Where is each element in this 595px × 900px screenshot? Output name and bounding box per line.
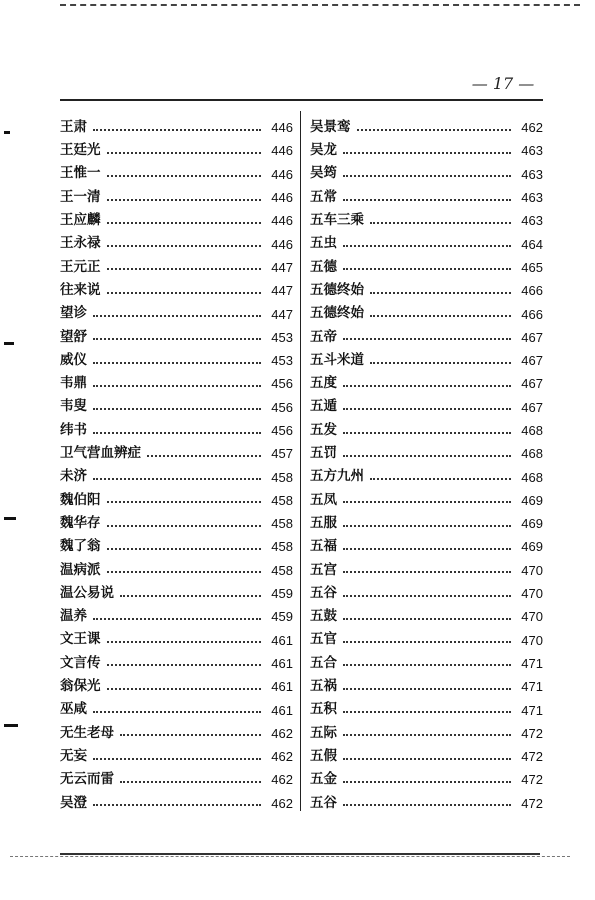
dot-leader [93, 129, 261, 131]
index-page-number: 453 [271, 353, 293, 369]
index-page-number: 471 [521, 679, 543, 695]
index-entry [60, 698, 293, 721]
index-page-number: 456 [271, 399, 293, 415]
bottom-edge-rule [10, 856, 570, 857]
index-term: 五积 [310, 701, 337, 718]
index-term: 五帝 [310, 328, 337, 345]
index-entry [310, 209, 543, 232]
index-page-number: 463 [521, 166, 543, 182]
index-page-number: 461 [271, 702, 293, 718]
dot-leader [343, 548, 511, 550]
index-term: 五德终始 [310, 305, 364, 322]
page-number: — 17 — [471, 74, 535, 93]
index-entry [310, 372, 543, 395]
dot-leader [107, 688, 262, 690]
header-rule [60, 99, 543, 101]
index-page-number: 459 [271, 586, 293, 602]
index-entry [60, 232, 293, 255]
dot-leader [93, 315, 261, 317]
index-entry [310, 302, 543, 325]
index-entry [60, 582, 293, 605]
index-term: 五德 [310, 258, 337, 275]
index-term: 温公易说 [60, 584, 114, 601]
index-entry [60, 279, 293, 302]
index-term: 五常 [310, 188, 337, 205]
index-page-number: 469 [521, 516, 543, 532]
index-page-number: 471 [521, 655, 543, 671]
index-entry [60, 559, 293, 582]
dot-leader [107, 641, 262, 643]
index-term: 五凤 [310, 491, 337, 508]
index-term: 五谷 [310, 584, 337, 601]
index-entry [60, 722, 293, 745]
index-term: 五福 [310, 538, 337, 555]
index-term: 温养 [60, 608, 87, 625]
index-entry [60, 396, 293, 419]
dot-leader [107, 222, 262, 224]
dot-leader [343, 734, 511, 736]
dot-leader [93, 711, 261, 713]
index-entry [60, 652, 293, 675]
index-column-right [310, 116, 543, 815]
dot-leader [93, 478, 261, 480]
index-entry [310, 163, 543, 186]
index-page-number: 470 [521, 632, 543, 648]
index-page-number: 466 [521, 283, 543, 299]
dot-leader [370, 222, 511, 224]
index-entry [60, 675, 293, 698]
index-entry [310, 745, 543, 768]
dot-leader [107, 268, 262, 270]
dot-leader [93, 804, 261, 806]
index-page-number: 467 [521, 399, 543, 415]
dot-leader [343, 501, 511, 503]
index-page-number: 468 [521, 423, 543, 438]
index-term: 五宫 [310, 561, 337, 578]
index-term: 无妄 [60, 747, 87, 764]
dot-leader [343, 711, 511, 713]
index-term: 五谷 [310, 794, 337, 811]
dot-leader [343, 199, 511, 201]
index-page-number: 459 [271, 609, 293, 625]
index-page-number: 458 [271, 469, 293, 485]
dot-leader [107, 664, 262, 666]
dot-leader [343, 152, 511, 154]
index-entry [310, 675, 543, 698]
index-entry [60, 512, 293, 535]
dot-leader [107, 245, 262, 247]
index-term: 魏华存 [60, 514, 101, 531]
index-term: 王元正 [60, 258, 101, 275]
column-divider [300, 111, 301, 811]
dot-leader [93, 385, 261, 387]
index-entry [60, 745, 293, 768]
index-page-number: 447 [271, 283, 293, 299]
index-page-number: 456 [271, 423, 293, 438]
index-page-number: 467 [521, 353, 543, 369]
dot-leader [343, 338, 511, 340]
dot-leader [343, 408, 511, 410]
dot-leader [120, 781, 261, 783]
dot-leader [147, 455, 261, 457]
dot-leader [343, 245, 511, 247]
index-entry [310, 186, 543, 209]
index-entry [60, 792, 293, 815]
dot-leader [107, 571, 262, 573]
index-term: 望诊 [60, 305, 87, 322]
binding-mark [4, 131, 10, 134]
index-term: 五罚 [310, 445, 337, 462]
index-term: 五斗米道 [310, 351, 364, 368]
index-page-number: 458 [271, 539, 293, 555]
index-page-number: 461 [271, 655, 293, 671]
dot-leader [343, 525, 511, 527]
index-entry [310, 465, 543, 488]
index-term: 无云而雷 [60, 771, 114, 788]
index-page-number: 461 [271, 679, 293, 695]
index-term: 王惟一 [60, 165, 101, 182]
index-term: 文王课 [60, 631, 101, 648]
index-entry [60, 419, 293, 442]
index-entry [310, 232, 543, 255]
index-entry [60, 186, 293, 209]
index-term: 王肃 [60, 118, 87, 135]
index-term: 文言传 [60, 654, 101, 671]
index-entry [310, 792, 543, 815]
index-term: 五服 [310, 514, 337, 531]
index-term: 韦叟 [60, 398, 87, 415]
index-page-number: 462 [521, 120, 543, 136]
index-page-number: 453 [271, 329, 293, 345]
dot-leader [343, 641, 511, 643]
dot-leader [343, 385, 511, 387]
index-term: 吴筠 [310, 165, 337, 182]
index-term: 王应麟 [60, 212, 101, 229]
index-term: 魏伯阳 [60, 491, 101, 508]
index-entry [310, 559, 543, 582]
index-term: 无生老母 [60, 724, 114, 741]
index-page-number: 457 [271, 446, 293, 462]
index-page-number: 463 [521, 143, 543, 159]
index-page-number: 458 [271, 492, 293, 508]
index-entry [310, 768, 543, 791]
index-page-number: 472 [521, 749, 543, 765]
index-entry [310, 582, 543, 605]
index-term: 五祸 [310, 678, 337, 695]
index-page-number: 446 [271, 213, 293, 229]
index-entry [60, 302, 293, 325]
index-term: 往来说 [60, 281, 101, 298]
index-term: 吴景鸾 [310, 118, 351, 135]
index-page-number: 466 [521, 306, 543, 322]
dot-leader [107, 199, 262, 201]
index-page-number: 465 [521, 259, 543, 275]
index-entry [60, 139, 293, 162]
index-entry [310, 722, 543, 745]
dot-leader [107, 152, 262, 154]
dot-leader [120, 734, 261, 736]
dot-leader [93, 338, 261, 340]
index-entry [310, 256, 543, 279]
index-page-number: 458 [271, 516, 293, 532]
index-page-number: 446 [271, 120, 293, 136]
dot-leader [93, 362, 261, 364]
index-page-number: 468 [521, 469, 543, 485]
index-page-number: 470 [521, 609, 543, 625]
index-entry [310, 419, 543, 442]
index-page-number: 447 [271, 259, 293, 275]
index-term: 纬书 [60, 421, 87, 438]
index-term: 五假 [310, 747, 337, 764]
dot-leader [343, 175, 511, 177]
dot-leader [107, 175, 262, 177]
index-page-number: 462 [271, 772, 293, 788]
index-entry [60, 116, 293, 139]
index-page-number: 469 [521, 539, 543, 555]
binding-mark [4, 517, 16, 520]
index-page-number: 446 [271, 236, 293, 252]
binding-mark [4, 724, 18, 727]
index-page-number: 463 [521, 190, 543, 206]
dot-leader [357, 129, 512, 131]
index-entry [310, 396, 543, 419]
dot-leader [343, 688, 511, 690]
index-term: 五德终始 [310, 281, 364, 298]
index-term: 五发 [310, 421, 337, 438]
index-page-number: 447 [271, 306, 293, 322]
dot-leader [370, 292, 511, 294]
index-entry [310, 349, 543, 372]
index-page-number: 461 [271, 632, 293, 648]
index-term: 五合 [310, 654, 337, 671]
index-entry [60, 442, 293, 465]
dot-leader [93, 432, 261, 434]
index-page-number: 467 [521, 329, 543, 345]
index-entry [310, 139, 543, 162]
index-page-number: 462 [271, 795, 293, 811]
index-term: 翁保光 [60, 678, 101, 695]
binding-mark [4, 342, 14, 345]
index-entry [310, 535, 543, 558]
index-term: 五车三乘 [310, 212, 364, 229]
index-entry [60, 256, 293, 279]
index-page-number: 446 [271, 166, 293, 182]
index-page-number: 464 [521, 236, 543, 252]
index-page-number: 472 [521, 772, 543, 788]
index-term: 五度 [310, 375, 337, 392]
index-page-number: 472 [521, 795, 543, 811]
index-term: 五鼓 [310, 608, 337, 625]
dot-leader [343, 758, 511, 760]
index-entry [310, 442, 543, 465]
index-term: 巫咸 [60, 701, 87, 718]
index-term: 五虫 [310, 235, 337, 252]
index-term: 五金 [310, 771, 337, 788]
index-entry [60, 209, 293, 232]
index-term: 王一清 [60, 188, 101, 205]
dot-leader [370, 315, 511, 317]
dot-leader [343, 781, 511, 783]
index-term: 韦鼎 [60, 375, 87, 392]
index-term: 王廷光 [60, 142, 101, 159]
index-page-number: 471 [521, 702, 543, 718]
dot-leader [370, 478, 511, 480]
dot-leader [343, 664, 511, 666]
dot-leader [343, 804, 511, 806]
dot-leader [107, 292, 262, 294]
footer-rule [60, 853, 540, 855]
index-page-number: 467 [521, 376, 543, 392]
index-entry [60, 629, 293, 652]
index-page-number: 472 [521, 725, 543, 741]
index-entry [310, 629, 543, 652]
dot-leader [93, 758, 261, 760]
index-page-number: 469 [521, 492, 543, 508]
index-entry [310, 605, 543, 628]
dot-leader [107, 501, 262, 503]
index-term: 未济 [60, 468, 87, 485]
index-page-number: 446 [271, 143, 293, 159]
index-term: 魏了翁 [60, 538, 101, 555]
index-entry [310, 489, 543, 512]
index-entry [310, 698, 543, 721]
dot-leader [343, 432, 511, 434]
index-page-number: 470 [521, 586, 543, 602]
index-entry [60, 535, 293, 558]
index-term: 卫气营血辨症 [60, 445, 141, 462]
index-page-number: 462 [271, 725, 293, 741]
index-term: 望舒 [60, 328, 87, 345]
index-entry [310, 279, 543, 302]
index-entry [60, 372, 293, 395]
index-page-number: 458 [271, 562, 293, 578]
index-term: 五际 [310, 724, 337, 741]
index-term: 五方九州 [310, 468, 364, 485]
top-edge-rule [60, 4, 580, 6]
index-page-number: 470 [521, 562, 543, 578]
index-page-number: 456 [271, 376, 293, 392]
index-term: 吴龙 [310, 142, 337, 159]
dot-leader [93, 408, 261, 410]
index-page-number: 462 [271, 749, 293, 765]
index-term: 威仪 [60, 351, 87, 368]
dot-leader [343, 571, 511, 573]
dot-leader [93, 618, 261, 620]
index-entry [60, 349, 293, 372]
index-page-number: 468 [521, 446, 543, 462]
dot-leader [343, 268, 511, 270]
index-entry [310, 652, 543, 675]
index-entry [60, 465, 293, 488]
index-entry [310, 326, 543, 349]
index-term: 五遁 [310, 398, 337, 415]
index-term: 温病派 [60, 561, 101, 578]
index-term: 五官 [310, 631, 337, 648]
dot-leader [343, 595, 511, 597]
dot-leader [343, 455, 511, 457]
index-entry [310, 512, 543, 535]
dot-leader [370, 362, 511, 364]
index-entry [60, 326, 293, 349]
index-page-number: 446 [271, 190, 293, 206]
index-entry [60, 489, 293, 512]
dot-leader [120, 595, 261, 597]
index-column-left [60, 116, 293, 815]
index-entry [60, 163, 293, 186]
index-entry [60, 768, 293, 791]
index-term: 吴澄 [60, 794, 87, 811]
dot-leader [107, 525, 262, 527]
index-entry [310, 116, 543, 139]
dot-leader [343, 618, 511, 620]
index-entry [60, 605, 293, 628]
index-page-number: 463 [521, 213, 543, 229]
index-term: 王永禄 [60, 235, 101, 252]
dot-leader [107, 548, 262, 550]
